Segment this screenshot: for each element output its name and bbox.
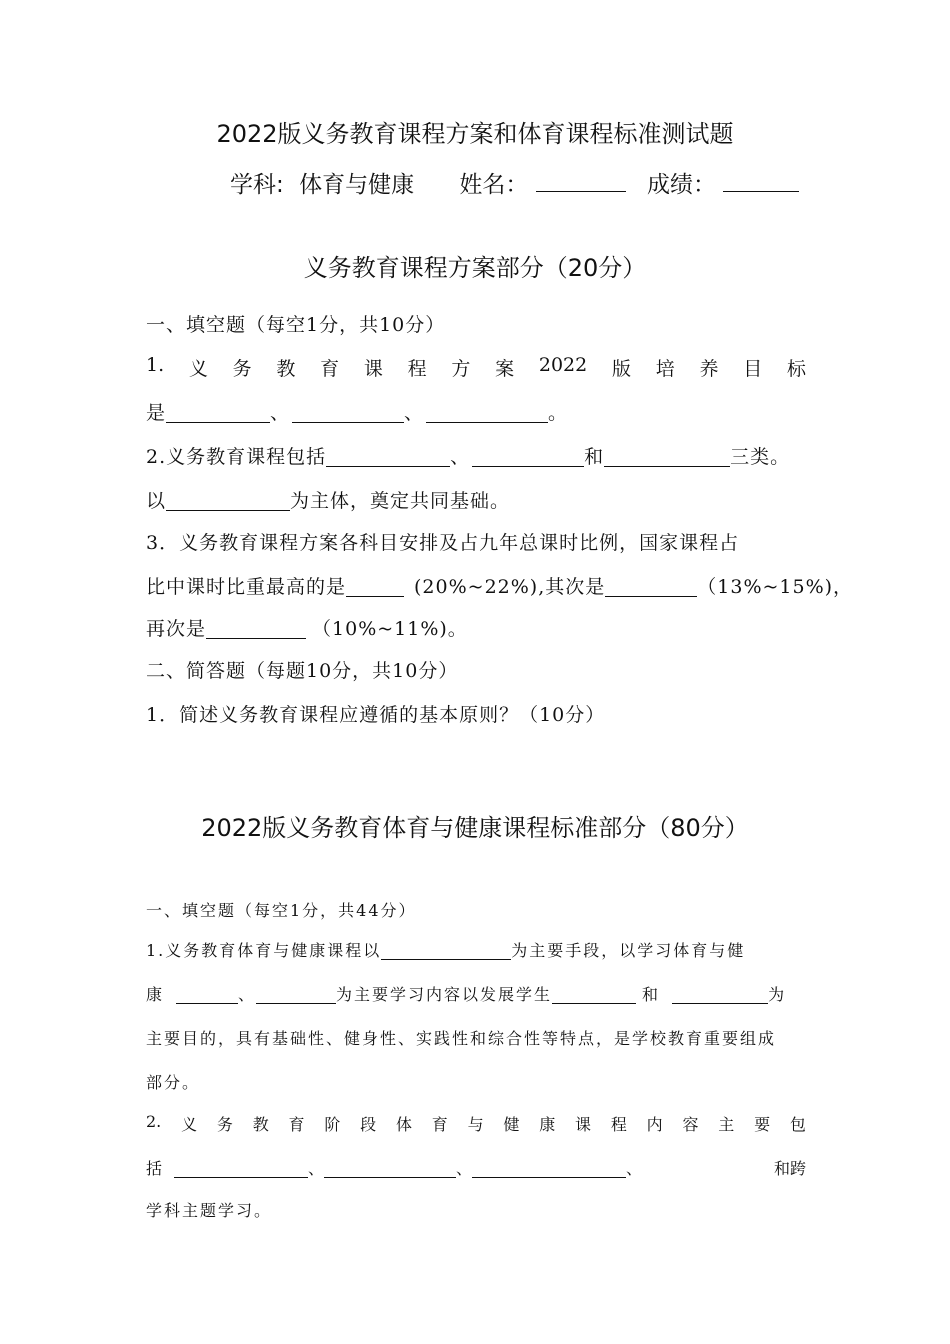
q1-char: 方 xyxy=(451,358,471,380)
q2-end: 三类。 xyxy=(730,446,791,468)
p2q2-sep: 、 xyxy=(308,1159,325,1178)
part2-q1-line4: 部分。 xyxy=(146,1073,201,1092)
q1-char: 义 xyxy=(188,358,208,380)
answer-blank[interactable] xyxy=(176,983,238,1004)
p2q2-sep: 、 xyxy=(626,1159,643,1178)
q2-char: 程 xyxy=(610,1115,627,1134)
part1-q2-line1 xyxy=(146,442,790,469)
p2q1-text: 和 xyxy=(642,985,661,1004)
q1-char: 版 xyxy=(611,358,631,380)
answer-blank[interactable] xyxy=(324,1157,456,1178)
p2q2-text: 括 xyxy=(146,1159,163,1178)
part2-q1-line2 xyxy=(146,982,786,1005)
part2-section1-title: 一、填空题（每空1分，共44分） xyxy=(146,901,417,920)
q1-text: 是 xyxy=(146,402,167,424)
q2-char: 包 xyxy=(789,1115,806,1134)
answer-blank[interactable] xyxy=(472,1157,626,1178)
name-label: 姓名： xyxy=(459,172,529,198)
part2-q2-line3: 学科主题学习。 xyxy=(146,1201,273,1220)
part1-section1-title: 一、填空题（每空1分，共10分） xyxy=(146,314,446,336)
q1-char: 养 xyxy=(699,358,719,380)
answer-blank[interactable] xyxy=(472,446,584,467)
q3-text: （10%~11%)。 xyxy=(312,618,468,640)
part1-section2-title: 二、简答题（每题10分，共10分） xyxy=(146,660,459,682)
p2q1-text: 为 xyxy=(768,985,787,1004)
answer-blank[interactable] xyxy=(166,402,270,423)
q1-char: 教 xyxy=(276,358,296,380)
q1-char: 1. xyxy=(146,354,165,376)
p2q1-text: 为主要手段，以学习体育与健 xyxy=(511,941,746,960)
q2-text: 以 xyxy=(146,490,167,512)
score-label: 成绩： xyxy=(647,172,716,198)
q1-char: 程 xyxy=(407,358,427,380)
q2-text: 2.义务教育课程包括 xyxy=(146,446,327,468)
part2-q1-line1 xyxy=(146,938,745,961)
q1-char: 务 xyxy=(232,358,252,380)
q2-char: 阶 xyxy=(324,1115,341,1134)
subject-value: 体育与健康 xyxy=(299,172,415,198)
answer-blank[interactable] xyxy=(604,446,730,467)
name-blank[interactable] xyxy=(536,171,626,192)
q1-end: 。 xyxy=(548,402,569,424)
q3-text: （13%~15%)， xyxy=(697,576,854,598)
q1-char: 目 xyxy=(743,358,763,380)
q2-sep: 、 xyxy=(450,446,471,468)
part2-heading: 2022版义务教育体育与健康课程标准部分（80分） xyxy=(201,814,749,842)
score-blank[interactable] xyxy=(723,171,799,192)
p2q2-text: 和跨 xyxy=(773,1159,806,1178)
q1-char: 育 xyxy=(320,358,340,380)
p2q1-text: 1.义务教育体育与健康课程以 xyxy=(146,941,382,960)
q2-char: 健 xyxy=(503,1115,520,1134)
answer-blank[interactable] xyxy=(166,490,290,511)
info-line xyxy=(230,166,799,199)
q1-sep: 、 xyxy=(404,402,425,424)
q2-char: 课 xyxy=(575,1115,592,1134)
q3-text: 再次是 xyxy=(146,618,207,640)
q3-text: (20%~22%),其次是 xyxy=(414,576,606,598)
p2q1-text: 为主要学习内容以发展学生 xyxy=(336,985,553,1004)
q2-char: 容 xyxy=(682,1115,699,1134)
answer-blank[interactable] xyxy=(426,402,548,423)
q2-char: 教 xyxy=(252,1115,269,1134)
answer-blank[interactable] xyxy=(605,576,697,597)
answer-blank[interactable] xyxy=(256,983,336,1004)
part1-q1-line1 xyxy=(146,354,806,381)
part1-q3-line2 xyxy=(146,572,853,599)
answer-blank[interactable] xyxy=(206,618,306,639)
q1-char: 课 xyxy=(363,358,383,380)
q1-char: 标 xyxy=(786,358,806,380)
subject-label: 学科: xyxy=(230,172,284,198)
part1-section2-q1: 1．简述义务教育课程应遵循的基本原则？（10分） xyxy=(146,704,606,726)
answer-blank[interactable] xyxy=(552,983,636,1004)
part1-heading: 义务教育课程方案部分（20分） xyxy=(303,254,647,282)
q2-char: 段 xyxy=(360,1115,377,1134)
q2-text: 为主体，奠定共同基础。 xyxy=(290,490,511,512)
answer-blank[interactable] xyxy=(381,939,511,960)
p2q2-sep: 、 xyxy=(456,1159,473,1178)
q2-char: 内 xyxy=(646,1115,663,1134)
answer-blank[interactable] xyxy=(346,576,404,597)
p2q1-text: 康 xyxy=(146,985,165,1004)
part1-q2-line2 xyxy=(146,486,510,513)
q3-text: 比中课时比重最高的是 xyxy=(146,576,347,598)
q1-char: 案 xyxy=(495,358,515,380)
q2-char: 义 xyxy=(181,1115,198,1134)
q2-char: 要 xyxy=(754,1115,771,1134)
q2-char: 体 xyxy=(395,1115,412,1134)
answer-blank[interactable] xyxy=(672,983,768,1004)
part1-q1-line2 xyxy=(146,398,568,425)
q1-char: 2022 xyxy=(538,354,588,376)
part2-q2-line1 xyxy=(146,1112,806,1135)
q2-char: 与 xyxy=(467,1115,484,1134)
q1-char: 培 xyxy=(655,358,675,380)
q2-char: 康 xyxy=(539,1115,556,1134)
q2-char: 务 xyxy=(216,1115,233,1134)
q2-he: 和 xyxy=(584,446,605,468)
answer-blank[interactable] xyxy=(326,446,450,467)
p2q2-left xyxy=(146,1156,642,1179)
q1-sep: 、 xyxy=(270,402,291,424)
answer-blank[interactable] xyxy=(292,402,404,423)
q2-char: 主 xyxy=(718,1115,735,1134)
part1-q3-line1: 3．义务教育课程方案各科目安排及占九年总课时比例，国家课程占 xyxy=(146,532,740,554)
part2-q1-line3: 主要目的，具有基础性、健身性、实践性和综合性等特点，是学校教育重要组成 xyxy=(146,1029,777,1048)
page-title: 2022版义务教育课程方案和体育课程标准测试题 xyxy=(216,120,734,148)
q2-char: 育 xyxy=(431,1115,448,1134)
part1-q3-line3 xyxy=(146,614,468,641)
q2-char: 2. xyxy=(146,1112,162,1131)
p2q1-sep: 、 xyxy=(238,985,257,1004)
part2-q2-line2 xyxy=(146,1156,806,1179)
q2-char: 育 xyxy=(288,1115,305,1134)
answer-blank[interactable] xyxy=(174,1157,308,1178)
